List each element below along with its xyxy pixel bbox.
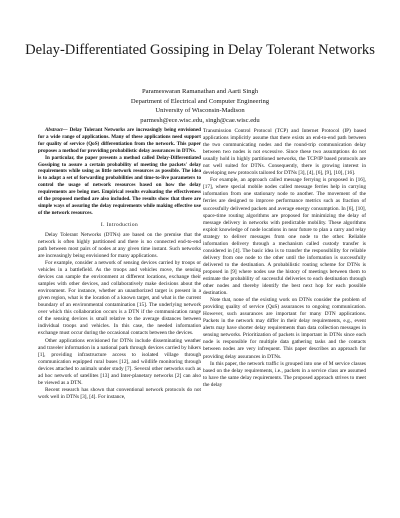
affiliation-university: University of Wisconsin-Madison	[155, 107, 245, 115]
abstract-text-1: Delay Tolerant Networks are increasingly being envisioned for a wide range of applications. Many of these applications need support for quality of service (QoS) differentiation from the network. This paper proposes a method for providing probabilistic delay assurances in DTNs.	[38, 127, 201, 154]
affiliation-department: Department of Electrical and Computer Engineering	[130, 97, 270, 105]
paper-title: Delay-Differentiated Gossiping in Delay Tolerant Networks	[25, 42, 375, 58]
right-paragraph-4: In this paper, the network traffic is grouped into one of M service classes based on the delay requirements, i.e., packets in a service class are assumed to have the same delay requirements. The proposed approach strives to meet the delay	[203, 360, 366, 388]
right-paragraph-2: For example, an approach called message ferrying is proposed in [16], [17], where special mobile nodes called message ferries help in carrying information from one stationary node to another. The movement of the ferries are designed to improve performance metrics such as fraction of successfully delivered packets and average energy consumption. In [6], [10], space-time routing algorithms are proposed for minimizing the delay of message delivery in networks with predictable mobility. These algorithms exploit knowledge of node locations in near future to plan a carry and relay strategy to deliver messages from one node to the other. Reliable information delivery through a mechanism called custody transfer is considered in [4]. The basic idea is to transfer the responsibility for reliable delivery from one node to the other until the information is successfully delivered to the destination. A probabilistic routing scheme for DTNs is proposed in [9] where nodes use the history of meetings between them to estimate the probability of successful deliveries to each destination through other nodes and thereby identify the best next hop for each possible destination.	[203, 177, 366, 297]
author-block	[20, 87, 380, 125]
right-paragraph-3: Note that, none of the existing work on DTNs consider the problem of providing quality of service (QoS) assurances to ongoing communication. However, such assurances are important for many DTN applications. Packets in the network may differ in their delay requirements, e.g., event alerts may have shorter delay requirements than data collection messages in sensing networks. Prioritization of packets is important in DTNs since each node is responsible for multiple data gathering tasks and the contacts between nodes are very infrequent. This paper describes an approach for providing delay assurances in DTNs.	[203, 297, 366, 360]
intro-paragraph-1: Delay Tolerant Networks (DTNs) are based on the premise that the network is often highly partitioned and there is no connected end-to-end path between most pairs of nodes at any given time instant. Such networks are increasingly being envisioned for many applications.	[38, 231, 201, 259]
intro-paragraph-4: Recent research has shown that conventional network protocols do not work well in DTNs [3], [4]. For instance,	[38, 386, 201, 400]
right-column	[203, 128, 366, 389]
right-paragraph-1: Transmission Control Protocol (TCP) and Internet Protocol (IP) based applications implicitly assume that there exists an end-to-end path between the two communicating nodes and the round-trip communication delay between two nodes is not excessive. Since these two assumptions do not usually hold in highly partitioned networks, the TCP/IP based protocols are not well suited for DTNs. Consequently, there is growing interest in developing new protocols tailored for DTNs [3], [4], [6], [9], [10], [16].	[203, 128, 366, 177]
left-column	[38, 127, 201, 401]
abstract-paragraph-1	[38, 127, 201, 155]
abstract-heading: Abstract—	[45, 127, 68, 133]
section-heading-introduction: I. Introduction	[100, 221, 139, 228]
abstract-paragraph-2: In particular, the paper presents a method called Delay-Differentiated Gossiping to assure a certain probability of meeting the packets' delay requirements while using as little network resources as possible. The idea is to adapt a set of forwarding probabilities and time-to-live parameters to control the usage of network resources based on how the delay requirements are being met. Empirical results evaluating the effectiveness of the proposed method are also included. The results show that there are simple ways of assuring the delay requirements while making effective use of the network resources.	[38, 154, 201, 216]
author-emails: parmesh@ece.wisc.edu, singh@cae.wisc.edu	[140, 116, 260, 124]
intro-paragraph-2: For example, consider a network of sensing devices carried by troops or vehicles in a battlefield. As the troops and vehicles move, the sensing devices can sample the environment at different locations, exchange their samples with other devices, and collaboratively make decisions about the environment. For instance, whether an unauthorized target is present in a given region, what is the location of a known target, and what is the current boundary of an environmental contamination [15]. The underlying network over which this collaboration occurs is a DTN if the communication range of the sensing devices is small relative to the average distances between individual troops and vehicles. In this case, the needed information exchange must occur during the occasional contacts between the devices.	[38, 260, 201, 337]
author-names: Parameswaran Ramanathan and Aarti Singh	[141, 88, 259, 95]
intro-paragraph-3: Other applications envisioned for DTNs include disseminating weather and traveler information in a national park through devices carried by hikers [1], providing infrastructure access to isolated village through communication equipped rural buses [12], and wildlife monitoring through devices attached to animals under study [7]. Several other networks such as ad hoc network of satellites [13] and Inter-planetary networks [2] can also be viewed as a DTN.	[38, 337, 201, 386]
